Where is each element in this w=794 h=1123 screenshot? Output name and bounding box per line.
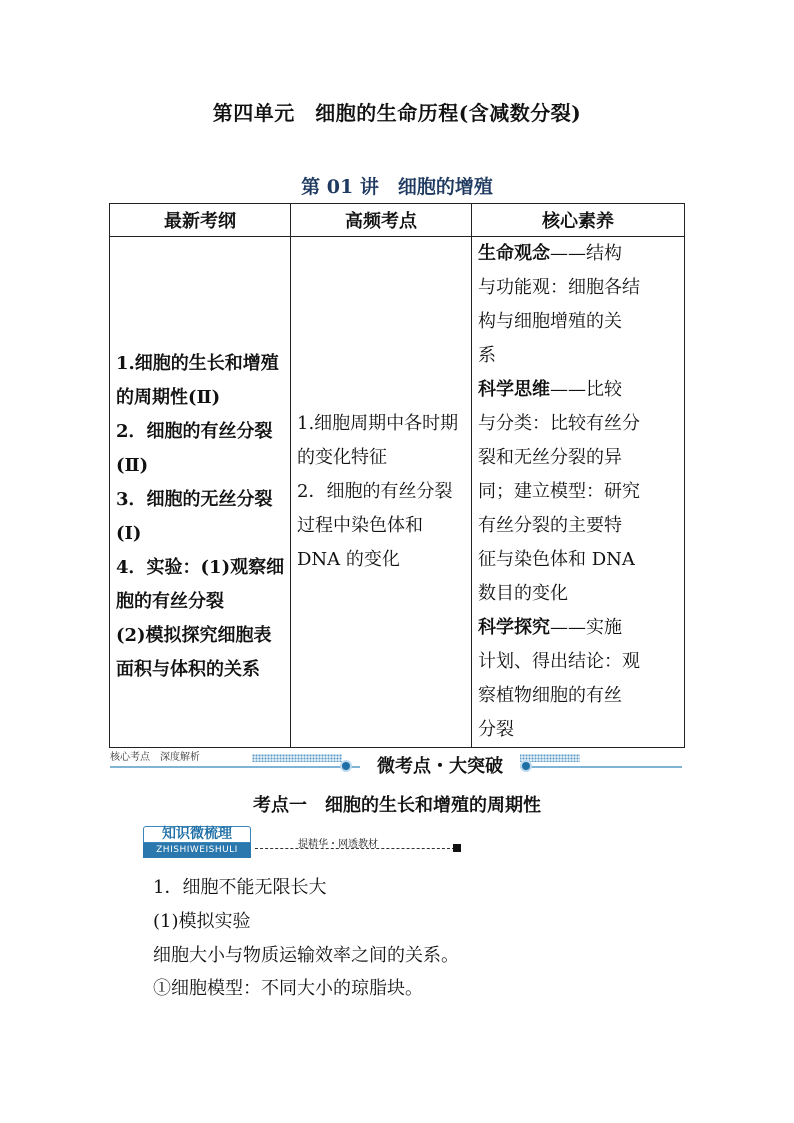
syllabus-line: 4．实验：(1)观察细 bbox=[116, 557, 285, 578]
syllabus-line: 面积与体积的关系 bbox=[116, 659, 260, 680]
banner-dots-decoration bbox=[510, 754, 580, 762]
body-paragraph: 细胞大小与物质运输效率之间的关系。 bbox=[153, 945, 459, 966]
bullet-icon bbox=[340, 760, 352, 772]
literacy-heading: 科学探究 bbox=[478, 617, 550, 638]
banner-dots-decoration bbox=[252, 754, 342, 762]
literacy-line: 同；建立模型：研究 bbox=[478, 481, 640, 502]
table-header-row bbox=[110, 204, 685, 237]
literacy-line: 数目的变化 bbox=[478, 583, 568, 604]
literacy-line: 察植物细胞的有丝 bbox=[478, 685, 622, 706]
literacy-line bbox=[478, 611, 678, 645]
literacy-line: 征与染色体和 DNA bbox=[478, 549, 635, 570]
section-banner bbox=[110, 748, 682, 778]
syllabus-line: 胞的有丝分裂 bbox=[116, 591, 224, 612]
literacy-line: 与分类：比较有丝分 bbox=[478, 413, 640, 434]
lecture-title: 第 01 讲 细胞的增殖 bbox=[301, 176, 493, 198]
literacy-line bbox=[478, 373, 678, 407]
literacy-line: 裂和无丝分裂的异 bbox=[478, 447, 622, 468]
key-point-line: 1.细胞周期中各时期 bbox=[297, 413, 459, 434]
badge-pinyin: ZHISHIWEISHULI bbox=[143, 843, 251, 858]
literacy-text: ——实施 bbox=[550, 617, 622, 638]
syllabus-line: (Ⅰ) bbox=[116, 523, 142, 544]
key-point-line: 过程中染色体和 bbox=[297, 515, 423, 536]
literacy-line bbox=[478, 237, 678, 271]
literacy-text: ——结构 bbox=[550, 243, 622, 264]
badge-dashed-line bbox=[255, 848, 455, 849]
literacy-text: ——比较 bbox=[550, 379, 622, 400]
unit-title: 第四单元 细胞的生命历程(含减数分裂) bbox=[212, 101, 582, 125]
body-subheading: (1)模拟实验 bbox=[153, 911, 251, 932]
badge-label: 知识微梳理 bbox=[143, 826, 251, 843]
literacy-line: 有丝分裂的主要特 bbox=[478, 515, 622, 536]
exam-outline-table bbox=[109, 203, 685, 748]
syllabus-line: 3．细胞的无丝分裂 bbox=[116, 489, 273, 510]
syllabus-line: (Ⅱ) bbox=[116, 455, 149, 476]
banner-title: 微考点・大突破 bbox=[360, 752, 520, 778]
table-row bbox=[110, 237, 685, 748]
syllabus-line: 1.细胞的生长和增殖 bbox=[116, 353, 279, 374]
literacy-line: 系 bbox=[478, 345, 496, 366]
literacy-line: 计划、得出结论：观 bbox=[478, 651, 640, 672]
header-key-points: 高频考点 bbox=[291, 204, 472, 237]
key-point-line: 2．细胞的有丝分裂 bbox=[297, 481, 453, 502]
body-paragraph: ①细胞模型：不同大小的琼脂块。 bbox=[153, 978, 423, 999]
banner-caption: 核心考点 深度解析 bbox=[110, 752, 200, 763]
literacy-line: 分裂 bbox=[478, 719, 514, 740]
syllabus-cell bbox=[110, 237, 291, 748]
header-core-literacy: 核心素养 bbox=[472, 204, 685, 237]
key-points-cell bbox=[291, 237, 472, 748]
literacy-line: 构与细胞增殖的关 bbox=[478, 311, 622, 332]
syllabus-line: 的周期性(Ⅱ) bbox=[116, 387, 221, 408]
literacy-line: 与功能观：细胞各结 bbox=[478, 277, 640, 298]
header-latest-syllabus: 最新考纲 bbox=[110, 204, 291, 237]
core-literacy-cell bbox=[472, 237, 685, 748]
body-heading: 1．细胞不能无限长大 bbox=[153, 877, 327, 898]
key-point-line: 的变化特征 bbox=[297, 447, 387, 468]
syllabus-line: (2)模拟探究细胞表 bbox=[116, 625, 272, 646]
bullet-icon bbox=[520, 760, 532, 772]
literacy-heading: 科学思维 bbox=[478, 379, 550, 400]
syllabus-line: 2．细胞的有丝分裂 bbox=[116, 421, 273, 442]
badge-subtitle: 提精华・网透教材 bbox=[298, 839, 378, 850]
knowledge-badge bbox=[143, 826, 255, 860]
square-icon bbox=[453, 844, 461, 852]
key-point-line: DNA 的变化 bbox=[297, 549, 400, 570]
section-heading: 考点一 细胞的生长和增殖的周期性 bbox=[253, 795, 541, 816]
literacy-heading: 生命观念 bbox=[478, 243, 550, 264]
